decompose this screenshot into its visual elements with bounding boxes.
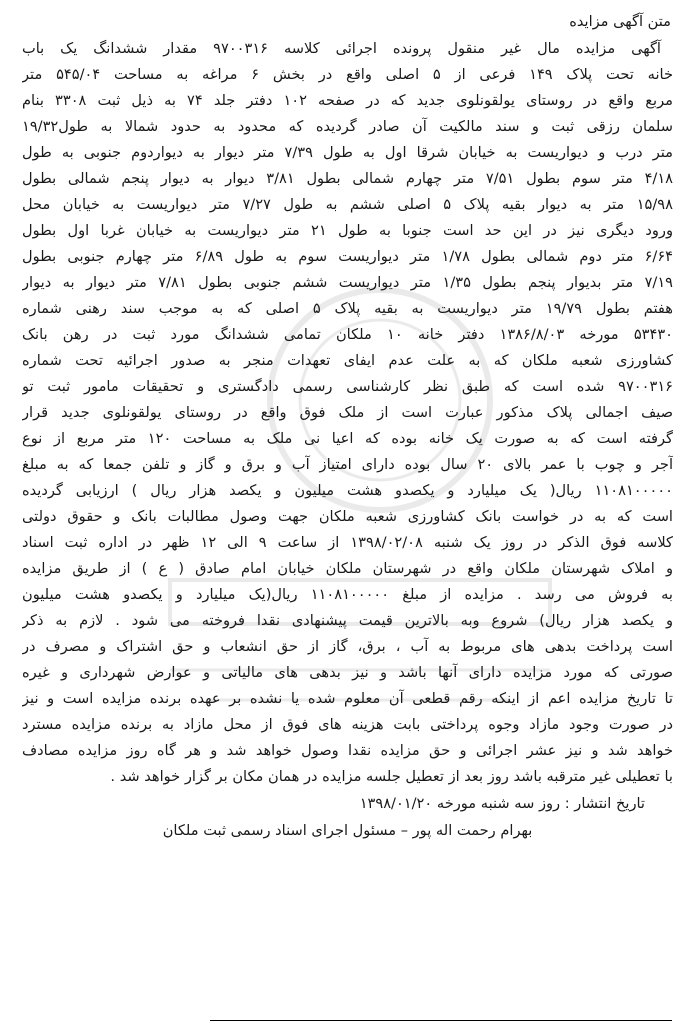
body-line: و یکصد هزار ریال) شروع وبه بالاترین قیمت پیشنهادی نقدا فروخته می شود . لازم به ذکر — [22, 612, 673, 629]
body-line: خانه تحت پلاک ۱۴۹ فرعی از ۵ اصلی واقع در بخش ۶ مراغه به مساحت ۵۴۵/۰۴ متر — [22, 66, 673, 83]
body-line: کشاورزی شعبه ملکان که به علت عدم ایفای تعهدات منجر به صدور اجرائیه تحت شماره — [22, 352, 673, 369]
publication-date: تاریخ انتشار : روز سه شنبه مورخه ۱۳۹۸/۰۱/۲۰ — [359, 795, 645, 812]
body-line: ۷/۱۹ متر بدیوار پنجم بطول ۱/۳۵ متر دیواریست ششم جنوبی بطول ۷/۸۱ متر دیوار به دیوار — [22, 274, 673, 291]
bottom-rule — [210, 1020, 672, 1021]
body-line: صیف اجمالی پلاک مذکور عبارت است از ملک فوق واقع در روستای یولقونلوی جدید قرار — [22, 404, 673, 421]
body-line: متر درب و دیواریست به خیابان شرقا اول به طول ۷/۳۹ متر دیوار به دیواردوم جنوبی به طول — [22, 144, 673, 161]
body-line: ۴/۱۸ متر سوم بطول ۷/۵۱ متر چهارم شمالی بطول ۳/۸۱ دیوار به دیوار پنجم شمالی بطول — [22, 170, 673, 187]
body-line: صورتی که مورد مزایده دارای آنها باشد و نیز بدهی های مالیاتی و عوارض شهرداری و غیره — [22, 664, 673, 681]
body-line: با تعطیلی غیر مترقبه باشد روز بعد از تعطیل جلسه مزایده در همان مکان بر گزار خواهد شد . — [110, 768, 673, 785]
body-line: هفتم بطول ۱۹/۷۹ متر دیواریست به بقیه پلاک ۵ اصلی که به موجب سند رهنی شماره — [22, 300, 673, 317]
body-line: خواهد شد و نیز عشر اجرائی و حق مزایده نقدا وصول خواهد شد و هر گاه روز مزایده مصادف — [22, 742, 673, 759]
auction-notice — [22, 8, 673, 844]
body-line: و املاک شهرستان ملکان واقع در شهرستان ملکان خیابان امام صادق ( ع ) از طریق مزایده — [22, 560, 673, 577]
body-line: است پرداخت بدهی های مربوط به آب ، برق، گاز از حق انشعاب و حق اشتراک و مصرف در — [22, 638, 673, 655]
notice-body — [22, 36, 673, 790]
notice-title: متن آگهی مزایده — [569, 13, 671, 30]
body-line: ۱۱۰۸۱۰۰۰۰۰ ریال( یک میلیارد و یکصدو هشت میلیون و یکصد هزار ریال ) ارزیابی گردیده — [22, 482, 673, 499]
body-line: گرفته است که به صورت یک خانه بوده که اعیا نی ملک به مساحت ۱۲۰ متر مربع از نوع — [22, 430, 673, 447]
body-line: به فروش می رسد . مزایده از مبلغ ۱۱۰۸۱۰۰۰۰۰ ریال(یک میلیارد و یکصدو هشت میلیون — [22, 586, 673, 603]
body-line: مربع واقع در روستای یولقونلوی جدید که در صفحه ۱۰۲ دفتر جلد ۷۴ به ذیل ثبت ۳۳۰۸ بنام — [22, 92, 673, 109]
body-line: ۹۷۰۰۳۱۶ شده است که طبق نظر کارشناسی رسمی دادگستری و تحقیقات مامور ثبت تو — [22, 378, 673, 395]
body-line: ۶/۶۴ متر دوم شمالی بطول ۱/۷۸ متر دیواریست سوم به طول ۶/۸۹ متر چهارم جنوبی بطول — [22, 248, 673, 265]
body-line: ۵۳۴۳۰ مورخه ۱۳۸۶/۸/۰۳ دفتر خانه ۱۰ ملکان تمامی ششدانگ مورد ثبت در رهن بانک — [22, 326, 673, 343]
body-line: تا تاریخ مزایده اعم از اینکه رقم قطعی آن معلوم شده یا نشده بر عهده برنده مزایده است و نیز — [22, 690, 673, 707]
body-line: سلمان رزقی ثبت و سند مالکیت آن صادر گردیده که محدود به حدود شمالا به طول۱۹/۳۲ — [22, 118, 673, 135]
body-line: آگهی مزایده مال غیر منقول پرونده اجرائی کلاسه ۹۷۰۰۳۱۶ مقدار ششدانگ یک باب — [22, 40, 661, 57]
body-line: ۱۵/۹۸ متر به دیوار بقیه پلاک ۵ اصلی ششم به طول ۷/۲۷ متر دیواریست به خیابان محل — [22, 196, 673, 213]
signature: بهرام رحمت اله پور – مسئول اجرای اسناد رسمی ثبت ملکان — [162, 822, 533, 839]
body-line: آجر و چوب با عمر بالای ۲۰ سال بوده دارای امتیاز آب و برق و گاز و تلفن جمعا که به مبلغ — [22, 456, 673, 473]
body-line: کلاسه فوق الذکر در روز یک شنبه ۱۳۹۸/۰۲/۰۸ از ساعت ۹ الی ۱۲ ظهر در اداره ثبت اسناد — [22, 534, 673, 551]
body-line: در صورت وجود مازاد وجوه پرداختی بابت هزینه های فوق از محل مازاد به برنده مزایده مسترد — [22, 716, 673, 733]
body-line: است که به در خواست بانک کشاورزی شعبه ملکان جهت وصول مطالبات بانک و حقوق دولتی — [22, 508, 673, 525]
body-line: ورود دیگری نیز در این حد است جنوبا به طول ۲۱ متر دیواریست به خیابان غربا اول بطول — [22, 222, 673, 239]
